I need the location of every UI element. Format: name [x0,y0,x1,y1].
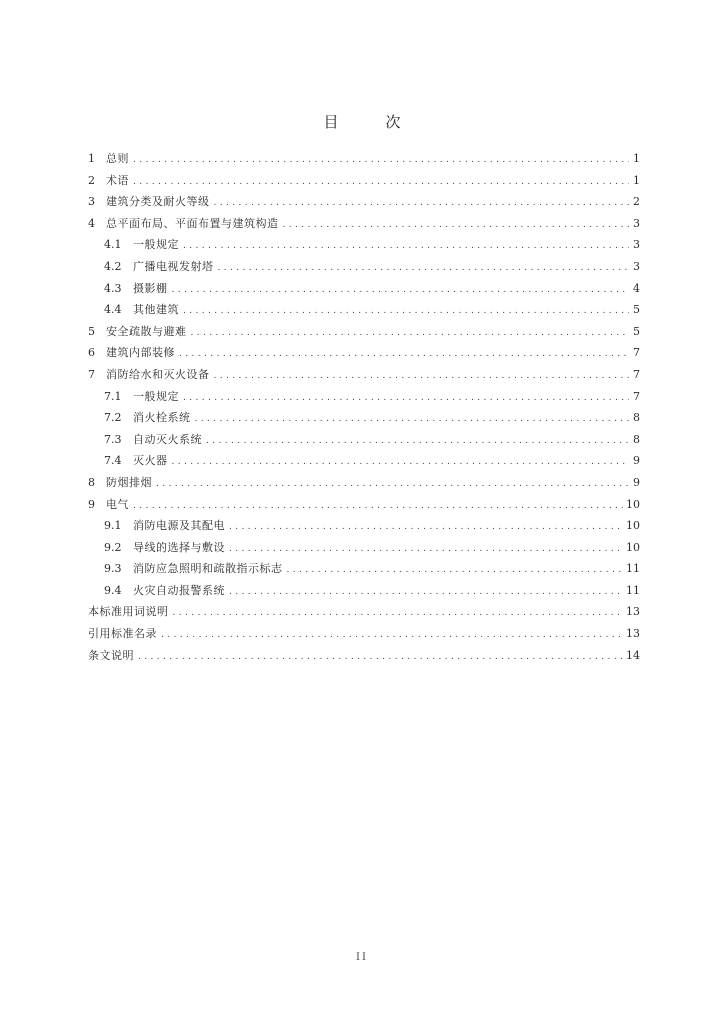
dot-leader [287,560,624,582]
toc-number: 7.2 [104,411,122,425]
toc-label: 其他建筑 [133,303,179,317]
toc-label: 导线的选择与敷设 [133,540,225,554]
toc-page-number: 7 [633,346,640,360]
dot-leader [161,625,623,647]
toc-label: 消防应急照明和疏散指示标志 [133,562,283,576]
dot-leader [206,431,629,453]
toc-page-number: 1 [633,173,640,187]
toc-label: 灭火器 [133,454,168,468]
dot-leader [218,258,630,280]
toc-label: 条文说明 [88,648,134,662]
toc-subentry[interactable] [88,537,640,559]
toc-page-number: 8 [633,432,640,446]
toc-label: 引用标准名录 [88,627,157,641]
toc-number: 4 [88,216,95,230]
toc-page-number: 1 [633,152,640,165]
toc-page-number: 7 [633,389,640,403]
dot-leader [195,409,630,431]
toc-label: 总则 [106,152,129,165]
toc-appendix-entry[interactable] [88,645,640,667]
toc-number: 7.3 [104,432,122,446]
toc-subentry[interactable] [88,429,640,451]
dot-leader [183,388,629,410]
toc-subentry[interactable] [88,407,640,429]
toc-entry[interactable] [88,148,640,170]
toc-entry[interactable] [88,321,640,343]
toc-page-number: 10 [626,497,640,511]
dot-leader [173,603,624,625]
toc-number: 5 [88,324,95,338]
toc-label: 摄影棚 [133,281,168,295]
toc-appendix-entry[interactable] [88,601,640,623]
toc-number: 2 [88,173,95,187]
toc-number: 4.1 [104,238,122,252]
toc-entry[interactable] [88,170,640,192]
toc-page-number: 3 [633,259,640,273]
toc-label: 消防给水和灭火设备 [106,367,210,381]
toc-label: 一般规定 [133,389,179,403]
toc-page-number: 9 [633,475,640,489]
page-title: 目 次 [323,113,417,131]
dot-leader [229,517,623,539]
toc-entry[interactable] [88,342,640,364]
toc-label: 自动灭火系统 [133,432,202,446]
toc-entry[interactable] [88,191,640,213]
dot-leader [283,215,630,237]
dot-leader [133,172,629,194]
toc-page-number: 4 [633,281,640,295]
toc-number: 9.2 [104,540,122,554]
toc-page-number: 11 [626,562,640,576]
toc-page-number: 8 [633,411,640,425]
toc-subentry[interactable] [88,450,640,472]
toc-number: 7.4 [104,454,122,468]
toc-subentry[interactable] [88,278,640,300]
dot-leader [183,301,629,323]
toc-number: 9.3 [104,562,122,576]
toc-page-number: 3 [633,216,640,230]
toc-label: 广播电视发射塔 [133,259,214,273]
toc-label: 一般规定 [133,238,179,252]
toc-page-number: 13 [626,627,640,641]
dot-leader [172,280,630,302]
toc-label: 建筑内部装修 [106,346,175,360]
toc-page-number: 10 [626,519,640,533]
toc-page-number: 11 [626,583,640,597]
toc-label: 电气 [106,497,129,511]
dot-leader [172,452,630,474]
dot-leader [156,474,629,496]
dot-leader [229,539,623,561]
dot-leader [214,193,630,215]
toc-label: 防烟排烟 [106,475,152,489]
toc-entry[interactable] [88,494,640,516]
toc-label: 消防电源及其配电 [133,519,225,533]
toc-entry[interactable] [88,213,640,235]
toc-number: 6 [88,346,95,360]
toc-label: 总平面布局、平面布置与建筑构造 [106,216,279,230]
toc-label: 火灾自动报警系统 [133,583,225,597]
dot-leader [138,647,623,669]
page-footer-number: II [356,952,368,963]
toc-label: 术语 [106,173,129,187]
toc-subentry[interactable] [88,256,640,278]
toc-label: 建筑分类及耐火等级 [106,195,210,209]
dot-leader [179,344,629,366]
toc-number: 3 [88,195,95,209]
toc-subentry[interactable] [88,558,640,580]
toc-page-number: 14 [626,648,640,662]
toc-number: 9.1 [104,519,122,533]
toc-label: 本标准用词说明 [88,605,169,619]
toc-subentry[interactable] [88,386,640,408]
toc-subentry[interactable] [88,234,640,256]
toc-label: 消火栓系统 [133,411,191,425]
toc-page-number: 7 [633,367,640,381]
table-of-contents [88,148,640,666]
toc-entry[interactable] [88,472,640,494]
dot-leader [133,496,623,518]
toc-subentry[interactable] [88,299,640,321]
toc-page-number: 9 [633,454,640,468]
toc-page-number: 5 [633,324,640,338]
toc-page-number: 2 [633,195,640,209]
dot-leader [214,366,630,388]
toc-subentry[interactable] [88,515,640,537]
toc-number: 9.4 [104,583,122,597]
toc-subentry[interactable] [88,580,640,602]
dot-leader [191,323,630,345]
toc-number: 7 [88,367,95,381]
toc-number: 1 [88,152,95,165]
dot-leader [183,236,629,258]
toc-number: 8 [88,475,95,489]
toc-label: 安全疏散与避难 [106,324,187,338]
dot-leader [133,150,629,172]
toc-entry[interactable] [88,364,640,386]
toc-page-number: 3 [633,238,640,252]
toc-number: 9 [88,497,95,511]
dot-leader [229,582,623,604]
toc-page-number: 13 [626,605,640,619]
toc-number: 4.3 [104,281,122,295]
toc-number: 4.4 [104,303,122,317]
toc-number: 7.1 [104,389,122,403]
toc-appendix-entry[interactable] [88,623,640,645]
toc-page-number: 5 [633,303,640,317]
toc-page-number: 10 [626,540,640,554]
toc-number: 4.2 [104,259,122,273]
